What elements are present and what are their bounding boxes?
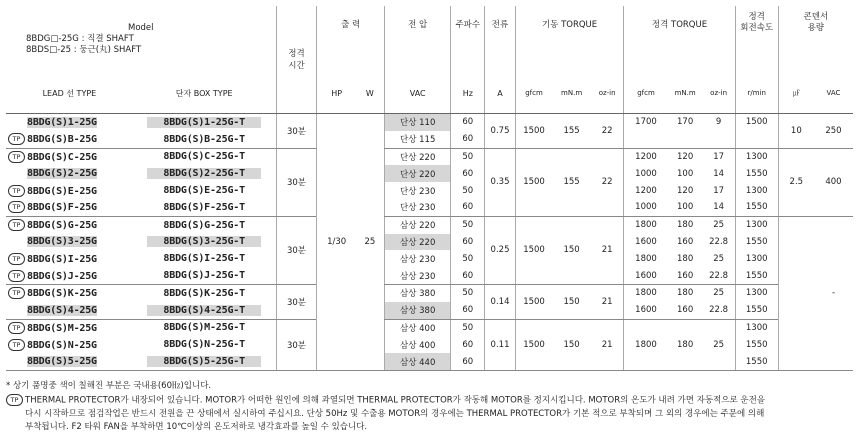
rated-speed-cell: 1550 — [735, 234, 778, 251]
rated-ozin-cell: 22.8 — [703, 302, 736, 319]
tp-badge-icon: TP — [8, 270, 25, 282]
box-model-cell — [133, 131, 276, 148]
table-row — [6, 114, 853, 131]
start-mnm-cell: 150 — [552, 319, 591, 370]
frequency-cell: 50 — [451, 182, 485, 199]
box-model-cell — [133, 234, 276, 251]
rating-time-cell: 30분 — [276, 319, 317, 370]
rated-speed-cell: 1300 — [735, 284, 778, 301]
box-model-cell — [133, 148, 276, 165]
table-row — [6, 199, 853, 216]
box-model-name: 8BDG(S)K-25G-T — [163, 287, 245, 299]
frequency-cell: 50 — [451, 319, 485, 336]
voltage-cell: 단상 115 — [384, 131, 450, 148]
start-torque-header: 기동 TORQUE — [515, 6, 623, 73]
rating-time-cell: 30분 — [276, 148, 317, 216]
frequency-cell: 50 — [451, 148, 485, 165]
box-type-header: 단자 BOX TYPE — [133, 73, 276, 114]
frequency-cell: 60 — [451, 353, 485, 370]
lead-model-name: 8BDG(S)5-25G — [27, 356, 97, 368]
frequency-cell: 60 — [451, 302, 485, 319]
voltage-cell: 단상 220 — [384, 148, 450, 165]
current-cell: 0.14 — [485, 284, 516, 319]
start-mnm-cell: 155 — [552, 148, 591, 216]
voltage-cell: 삼상 230 — [384, 250, 450, 267]
rated-mnm-cell: 160 — [677, 236, 694, 247]
unit-rated-ozin: oz-in — [703, 73, 736, 114]
tp-badge-icon: TP — [8, 287, 25, 299]
tp-badge-icon: TP — [8, 253, 25, 265]
condenser-vac-cell: 400 — [814, 148, 853, 216]
rated-ozin-cell: 22.8 — [703, 267, 736, 284]
rated-ozin-cell: 14 — [713, 168, 725, 179]
rated-gfcm-cell: 1000 — [624, 165, 668, 182]
rated-speed-cell: 1300 — [735, 148, 778, 165]
rated-speed-cell: 1550 — [735, 165, 778, 182]
box-model-name: 8BDG(S)3-25G-T — [147, 236, 261, 247]
unit-hp: HP — [317, 73, 356, 114]
rated-mnm-cell: 180 — [677, 339, 694, 350]
condenser-header: 콘덴서 용량 — [778, 6, 853, 73]
lead-model-name: 8BDG(S)C-25G — [27, 151, 97, 163]
start-gfcm-cell: 1500 — [515, 319, 552, 370]
unit-uf: ㎌ — [778, 73, 814, 114]
rated-gfcm-cell: 1800 — [624, 216, 668, 233]
voltage-cell: 삼상 440 — [384, 353, 450, 370]
box-model-cell — [133, 114, 276, 131]
table-row — [6, 250, 853, 267]
table-row — [6, 284, 853, 301]
start-mnm-cell: 150 — [552, 216, 591, 284]
rated-mnm-cell: 170 — [677, 117, 694, 128]
lead-model-name: 8BDG(S)J-25G — [27, 270, 97, 282]
box-model-name: 8BDG(S)5-25G-T — [147, 356, 261, 367]
rated-ozin-cell: 25 — [713, 288, 725, 299]
note-domestic: * 상기 품명중 색이 칠해진 부분은 국내용(60㎐)입니다. — [6, 381, 212, 391]
rated-speed-cell: 1300 — [735, 216, 778, 233]
start-mnm-cell: 150 — [552, 284, 591, 319]
start-mnm-cell: 155 — [552, 114, 591, 149]
unit-vac: VAC — [384, 73, 450, 114]
rated-ozin-cell: 25 — [713, 220, 725, 231]
rated-mnm-cell: 120 — [677, 185, 694, 196]
rated-gfcm-cell — [624, 319, 668, 336]
frequency-header: 주파수 — [451, 6, 485, 73]
voltage-cell: 삼상 380 — [384, 302, 450, 319]
start-gfcm-cell: 1500 — [515, 148, 552, 216]
lead-model-name: 8BDG(S)M-25G — [27, 322, 97, 334]
voltage-cell: 삼상 400 — [384, 336, 450, 353]
voltage-cell: 삼상 220 — [384, 216, 450, 233]
box-model-cell — [133, 319, 276, 336]
lead-model-name: 8BDG(S)K-25G — [27, 288, 97, 300]
condenser-uf-cell: 10 — [778, 114, 814, 149]
lead-model-cell — [6, 165, 133, 182]
box-model-cell — [133, 199, 276, 216]
frequency-cell: 60 — [451, 165, 485, 182]
start-ozin-cell: 21 — [591, 284, 624, 319]
box-model-name: 8BDG(S)E-25G-T — [163, 185, 245, 197]
current-cell: 0.35 — [485, 148, 516, 216]
table-row — [6, 216, 853, 233]
lead-model-cell — [6, 216, 133, 233]
condenser-uf-cell — [778, 216, 814, 370]
rated-gfcm-cell: 1800 — [624, 250, 668, 267]
unit-cond-vac: VAC — [814, 73, 853, 114]
box-model-name: 8BDG(S)G-25G-T — [163, 219, 245, 231]
current-cell: 0.75 — [485, 114, 516, 149]
rated-ozin-cell — [703, 131, 736, 148]
lead-model-name: 8BDG(S)N-25G — [27, 339, 97, 351]
lead-model-cell — [6, 336, 133, 353]
table-row — [6, 182, 853, 199]
output-header: 출 력 — [317, 6, 385, 73]
lead-model-name: 8BDG(S)G-25G — [27, 220, 97, 232]
lead-type-header: LEAD 선 TYPE — [6, 73, 133, 114]
box-model-cell — [133, 284, 276, 301]
rated-mnm-cell — [668, 319, 703, 336]
lead-model-cell — [6, 182, 133, 199]
lead-model-cell — [6, 284, 133, 301]
voltage-cell: 삼상 380 — [384, 284, 450, 301]
box-model-name: 8BDG(S)B-25G-T — [163, 133, 245, 145]
unit-rated-gfcm: gfcm — [624, 73, 668, 114]
unit-hz: Hz — [451, 73, 485, 114]
output-hp-cell: 1/30 — [317, 114, 356, 371]
box-model-cell — [133, 353, 276, 370]
rated-mnm-cell: 180 — [677, 288, 694, 299]
lead-model-name: 8BDG(S)1-25G — [27, 116, 97, 128]
rating-time-cell: 30분 — [276, 284, 317, 319]
rating-time-cell: 30분 — [276, 216, 317, 284]
lead-model-name: 8BDG(S)B-25G — [27, 134, 97, 146]
condenser-uf-cell: 2.5 — [778, 148, 814, 216]
frequency-cell: 60 — [451, 114, 485, 131]
start-gfcm-cell: 1500 — [515, 114, 552, 149]
rated-ozin-cell — [703, 319, 736, 336]
box-model-name: 8BDG(S)4-25G-T — [147, 305, 261, 316]
rated-gfcm-cell: 1200 — [624, 182, 668, 199]
current-cell: 0.25 — [485, 216, 516, 284]
rated-speed-cell: 1550 — [735, 199, 778, 216]
rated-torque-header: 정격 TORQUE — [624, 6, 735, 73]
box-model-name: 8BDG(S)F-25G-T — [163, 201, 245, 213]
tp-badge-icon: TP — [8, 219, 25, 231]
start-ozin-cell: 22 — [591, 148, 624, 216]
voltage-cell: 단상 220 — [384, 165, 450, 182]
unit-a: A — [485, 73, 516, 114]
rated-ozin-cell: 14 — [703, 199, 736, 216]
tp-badge-icon: TP — [8, 185, 25, 197]
start-gfcm-cell: 1500 — [515, 216, 552, 284]
lead-model-name: 8BDG(S)3-25G — [27, 236, 97, 248]
start-ozin-cell: 21 — [591, 216, 624, 284]
voltage-header: 전 압 — [384, 6, 450, 73]
lead-model-cell — [6, 131, 133, 148]
current-cell: 0.11 — [485, 319, 516, 370]
rated-mnm-cell: 180 — [677, 220, 694, 231]
box-model-name: 8BDG(S)N-25G-T — [163, 339, 245, 351]
tp-badge-icon: TP — [8, 151, 25, 163]
box-model-cell — [133, 216, 276, 233]
rated-mnm-cell: 120 — [677, 151, 694, 162]
current-header: 전류 — [485, 6, 516, 73]
start-ozin-cell: 22 — [591, 114, 624, 149]
lead-model-cell — [6, 148, 133, 165]
lead-model-name: 8BDG(S)F-25G — [27, 202, 97, 214]
unit-rmin: r/min — [735, 73, 778, 114]
rated-speed-cell: 1500 — [735, 114, 778, 131]
lead-model-cell — [6, 250, 133, 267]
start-gfcm-cell: 1500 — [515, 284, 552, 319]
box-model-cell — [133, 165, 276, 182]
voltage-cell: 삼상 220 — [384, 234, 450, 251]
rated-ozin-cell — [703, 353, 736, 370]
table-row — [6, 165, 853, 182]
model-title: Model — [128, 23, 154, 33]
rated-mnm-cell: 160 — [668, 267, 703, 284]
rated-mnm-cell: 100 — [668, 199, 703, 216]
condenser-vac-cell: 250 — [814, 114, 853, 149]
voltage-cell: 단상 110 — [384, 114, 450, 131]
box-model-name: 8BDG(S)I-25G-T — [163, 253, 245, 265]
spec-table — [6, 6, 853, 371]
box-model-name: 8BDG(S)C-25G-T — [163, 151, 245, 163]
rated-ozin-cell: 25 — [713, 253, 725, 264]
lead-model-cell — [6, 267, 133, 284]
rated-gfcm-cell: 1800 — [624, 336, 668, 353]
rated-gfcm-cell: 1200 — [624, 148, 668, 165]
frequency-cell: 60 — [451, 131, 485, 148]
rated-speed-cell: 1550 — [735, 267, 778, 284]
rating-time-header: 정격 시간 — [276, 6, 317, 114]
frequency-cell: 50 — [451, 250, 485, 267]
tp-badge-icon: TP — [6, 394, 23, 406]
tp-badge-icon: TP — [8, 322, 25, 334]
note-thermal-3: 부착됩니다. F2 타워 FAN을 부착하면 10℃이상의 온도저하로 냉각효과를 높일 수 있습니다. — [25, 422, 368, 432]
output-w-cell: 25 — [356, 114, 385, 371]
lead-model-cell — [6, 302, 133, 319]
unit-start-ozin: oz-in — [591, 73, 624, 114]
rated-gfcm-cell: 1600 — [624, 234, 668, 251]
rated-ozin-cell: 9 — [715, 117, 722, 128]
frequency-cell: 60 — [451, 234, 485, 251]
rating-time-cell: 30분 — [276, 114, 317, 149]
box-model-cell — [133, 302, 276, 319]
frequency-cell: 60 — [451, 267, 485, 284]
frequency-cell: 60 — [451, 336, 485, 353]
voltage-cell: 단상 230 — [384, 182, 450, 199]
table-row — [6, 319, 853, 336]
box-model-name: 8BDG(S)2-25G-T — [147, 168, 261, 179]
rated-speed-cell — [735, 131, 778, 148]
table-row — [6, 234, 853, 251]
tp-badge-icon: TP — [8, 339, 25, 351]
unit-start-mnm: mN.m — [552, 73, 591, 114]
frequency-cell: 50 — [451, 216, 485, 233]
rated-ozin-cell: 17 — [713, 185, 725, 196]
model-header — [6, 6, 276, 73]
condenser-vac-cell: - — [814, 216, 853, 370]
unit-start-gfcm: gfcm — [515, 73, 552, 114]
start-ozin-cell: 21 — [591, 319, 624, 370]
table-row — [6, 148, 853, 165]
rated-speed-cell: 1300 — [735, 250, 778, 267]
box-model-name: 8BDG(S)M-25G-T — [163, 322, 245, 334]
lead-model-name: 8BDG(S)I-25G — [27, 253, 97, 265]
rated-ozin-cell: 17 — [713, 151, 725, 162]
voltage-cell: 삼상 400 — [384, 319, 450, 336]
rated-ozin-cell: 25 — [713, 339, 725, 350]
rated-mnm-cell: 180 — [677, 253, 694, 264]
note-thermal-1: TP THERMAL PROTECTOR가 내장되어 있습니다. MOTOR가 어떠한 원인에 의해 과열되면 THERMAL PROTECTOR가 작동해 MOTOR를 정지시킵니다. MOTOR의 온도가 내려 가면 자동적으로 운전을 — [6, 394, 856, 408]
frequency-cell: 60 — [451, 199, 485, 216]
box-model-cell — [133, 267, 276, 284]
rated-mnm-cell — [668, 353, 703, 370]
rated-speed-cell: 1300 — [735, 319, 778, 336]
unit-rated-mnm: mN.m — [668, 73, 703, 114]
box-model-name: 8BDG(S)J-25G-T — [163, 270, 245, 282]
frequency-cell: 50 — [451, 284, 485, 301]
rated-gfcm-cell: 1600 — [624, 267, 668, 284]
box-model-cell — [133, 182, 276, 199]
note-thermal-2: 다시 시작하므로 점검작업은 반드시 전원을 끈 상태에서 실시하여 주십시요. 단상 50Hz 및 수출용 MOTOR의 경우에는 THERMAL PROTECTOR가 기본 적으로 부착되며 그 외의 경우에는 주문에 의해 — [25, 408, 765, 419]
table-row — [6, 267, 853, 284]
rated-mnm-cell — [668, 131, 703, 148]
rated-speed-cell: 1550 — [735, 353, 778, 370]
box-model-cell — [133, 250, 276, 267]
lead-model-name: 8BDG(S)E-25G — [27, 185, 97, 197]
rated-mnm-cell: 160 — [668, 302, 703, 319]
tp-badge-icon: TP — [8, 133, 25, 145]
table-row — [6, 131, 853, 148]
voltage-cell: 단상 230 — [384, 199, 450, 216]
table-row — [6, 353, 853, 370]
tp-badge-icon: TP — [8, 201, 25, 213]
unit-w: W — [356, 73, 385, 114]
rated-speed-header: 정격 회전속도 — [735, 6, 778, 73]
lead-model-name: 8BDG(S)2-25G — [27, 168, 97, 180]
model-line-1: 8BDG□-25G : 직결 SHAFT — [26, 34, 134, 44]
voltage-cell: 삼상 230 — [384, 267, 450, 284]
table-row — [6, 302, 853, 319]
rated-gfcm-cell: 1800 — [624, 284, 668, 301]
rated-gfcm-cell: 1000 — [624, 199, 668, 216]
lead-model-cell — [6, 114, 133, 131]
model-line-2: 8BDS□-25 : 둥근(丸) SHAFT — [26, 45, 142, 55]
footnotes — [6, 380, 856, 435]
lead-model-name: 8BDG(S)4-25G — [27, 304, 97, 316]
rated-mnm-cell: 100 — [677, 168, 694, 179]
lead-model-cell — [6, 199, 133, 216]
rated-gfcm-cell — [624, 131, 668, 148]
rated-speed-cell: 1300 — [735, 182, 778, 199]
rated-speed-cell: 1550 — [735, 302, 778, 319]
box-model-name: 8BDG(S)1-25G-T — [147, 117, 261, 128]
table-row — [6, 336, 853, 353]
lead-model-cell — [6, 234, 133, 251]
box-model-cell — [133, 336, 276, 353]
rated-ozin-cell: 22.8 — [709, 236, 729, 247]
lead-model-cell — [6, 319, 133, 336]
rated-gfcm-cell — [624, 353, 668, 370]
lead-model-cell — [6, 353, 133, 370]
rated-speed-cell: 1550 — [735, 336, 778, 353]
rated-gfcm-cell: 1700 — [624, 114, 668, 131]
rated-gfcm-cell: 1600 — [624, 302, 668, 319]
